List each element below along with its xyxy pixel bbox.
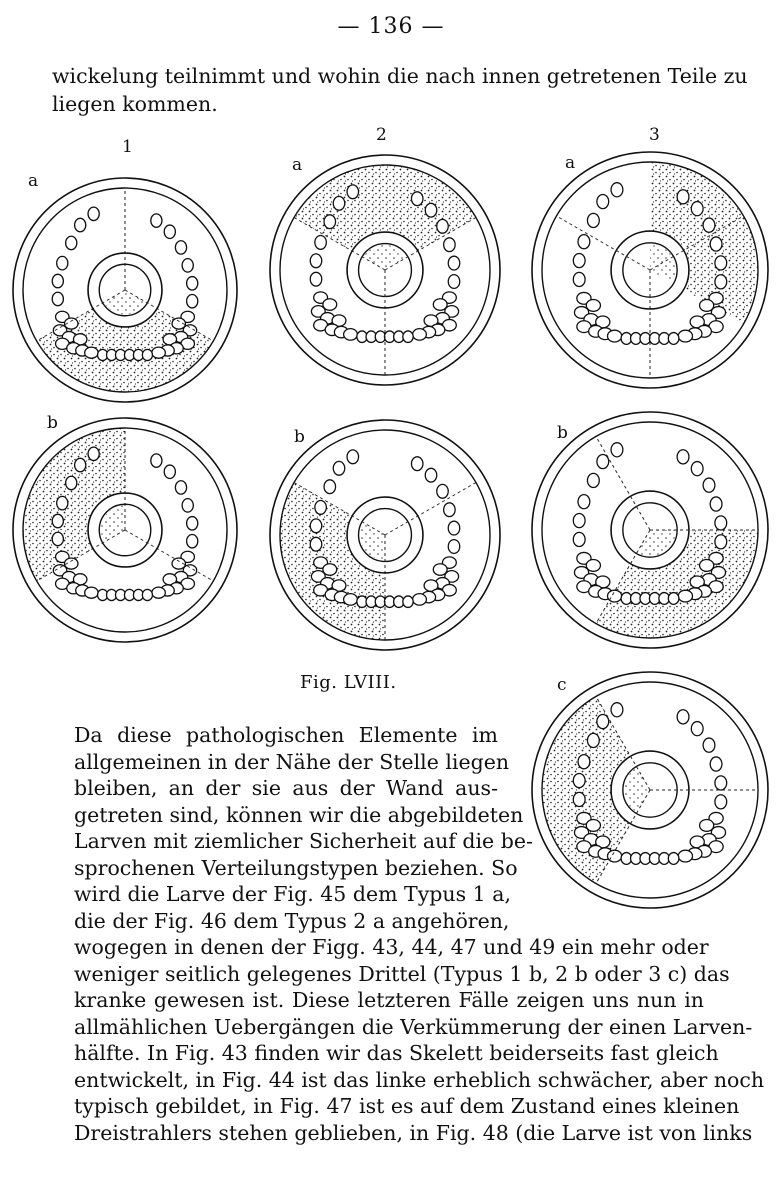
row-letter-a-1: a bbox=[28, 171, 39, 191]
row-letter-a-3: a bbox=[565, 153, 576, 173]
text-line: Dreistrahlers stehen geblieben, in Fig. 48 (die Larve ist von links bbox=[74, 1120, 753, 1145]
text-line: weniger seitlich gelegenes Drittel (Typus 1 b, 2 b oder 3 c) das bbox=[74, 961, 730, 986]
row-letter-b-2: b bbox=[294, 427, 305, 447]
row-letter-b-3: b bbox=[557, 423, 568, 443]
paragraph-narrow bbox=[74, 722, 533, 934]
text-line: allmählichen Uebergängen die Verkümmerung der einen Larven- bbox=[74, 1014, 753, 1039]
text-line: kranke gewesen ist. Diese letzteren Fälle zeigen uns nun in bbox=[74, 988, 704, 1012]
column-number-3: 3 bbox=[649, 125, 660, 145]
row-letter-c-3: c bbox=[557, 675, 567, 695]
text-line: entwickelt, in Fig. 44 ist das linke erheblich schwächer, aber noch bbox=[74, 1067, 765, 1092]
text-line: hälfte. In Fig. 43 finden wir das Skelett beiderseits fast gleich bbox=[74, 1041, 719, 1065]
row-letter-b-1: b bbox=[47, 413, 58, 433]
text-line: die der Fig. 46 dem Typus 2 a angehören, bbox=[74, 908, 510, 933]
text-line: getreten sind, können wir die abgebildeten bbox=[74, 802, 524, 827]
text-line: liegen kommen. bbox=[52, 92, 218, 116]
text-line: bleiben, an der sie aus der Wand aus- bbox=[74, 776, 498, 800]
text-line: sprochenen Verteilungstypen beziehen. So bbox=[74, 855, 518, 880]
text-line: Larven mit ziemlicher Sicherheit auf die be- bbox=[74, 829, 533, 853]
row-letter-a-2: a bbox=[292, 155, 303, 175]
text-line: wickelung teilnimmt und wohin die nach innen getretenen Teile zu bbox=[52, 64, 748, 88]
text-line: wird die Larve der Fig. 45 dem Typus 1 a, bbox=[74, 882, 511, 906]
text-line: Da diese pathologischen Elemente im bbox=[74, 723, 498, 747]
page-number: — 136 — bbox=[337, 14, 445, 39]
text-line: wogegen in denen der Figg. 43, 44, 47 und 49 ein mehr oder bbox=[74, 935, 709, 959]
column-number-1: 1 bbox=[122, 137, 133, 157]
text-line: typisch gebildet, in Fig. 47 ist es auf dem Zustand eines kleinen bbox=[74, 1094, 740, 1118]
text-line: allgemeinen in der Nähe der Stelle liegen bbox=[74, 749, 510, 774]
column-number-2: 2 bbox=[376, 125, 387, 145]
paragraph-wide bbox=[74, 934, 765, 1146]
figure-caption: Fig. LVIII. bbox=[300, 672, 397, 693]
